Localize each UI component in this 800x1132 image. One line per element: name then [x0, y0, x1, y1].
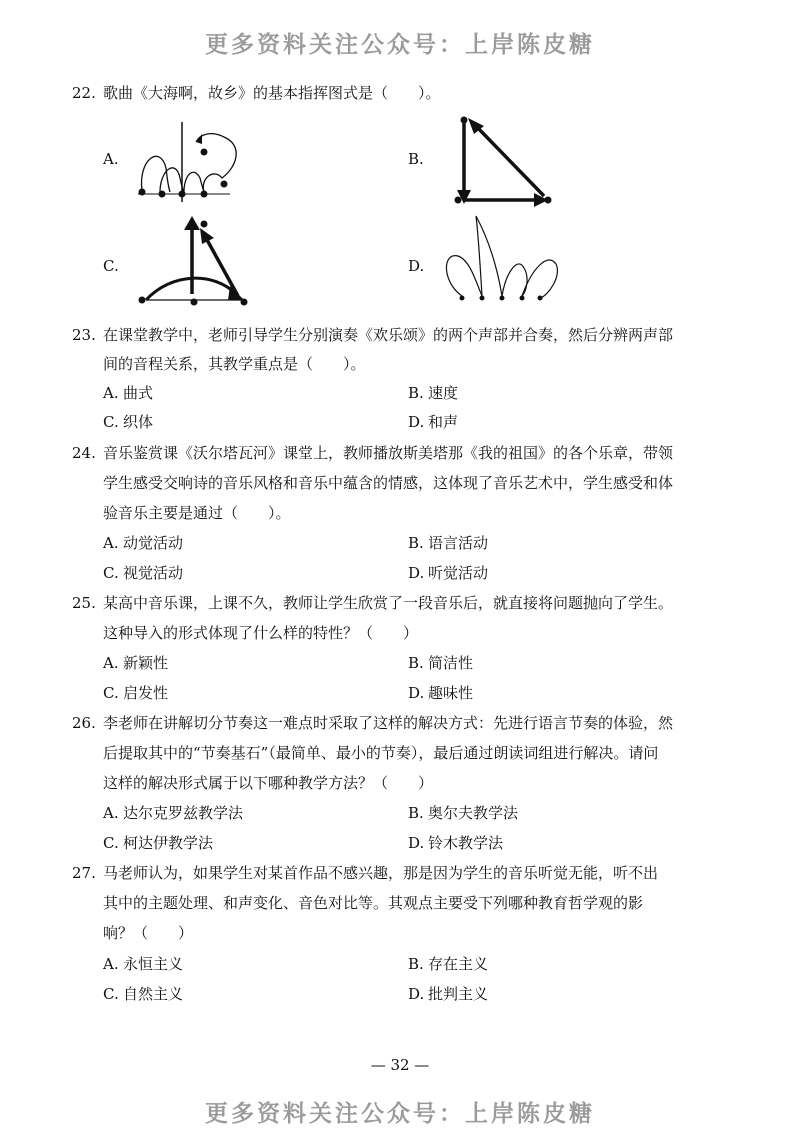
q26-option-a[interactable]: [103, 804, 243, 822]
q25-option-b[interactable]: [408, 654, 473, 672]
question-23-line-2: 间的音程关系，其教学重点是（ ）。: [103, 355, 366, 373]
question-25-line-1: 某高中音乐课，上课不久，教师让学生欣赏了一段音乐后，就直接将问题抛向了学生。: [103, 594, 674, 612]
option-text: 动觉活动: [123, 534, 184, 552]
option-text: 语言活动: [428, 534, 489, 552]
option-text: 视觉活动: [123, 564, 184, 582]
q24-option-c[interactable]: [103, 564, 183, 582]
q27-option-a[interactable]: [103, 955, 183, 973]
question-22-number: 22.: [72, 84, 96, 102]
option-letter: A.: [103, 384, 119, 402]
q22-diagram-b: [446, 112, 556, 212]
option-text: 批判主义: [428, 985, 489, 1003]
option-letter: C.: [103, 684, 119, 702]
watermark-top: 更多资料关注公众号：上岸陈皮糖: [205, 32, 595, 58]
question-23-number: 23.: [72, 326, 96, 344]
option-text: 听觉活动: [428, 564, 489, 582]
option-letter: C.: [103, 985, 119, 1003]
q24-option-a[interactable]: [103, 534, 183, 552]
question-27-line-1: 马老师认为，如果学生对某首作品不感兴趣，那是因为学生的音乐听觉无能，听不出: [103, 864, 659, 882]
q22-option-a-label: A.: [103, 150, 119, 168]
option-letter: A.: [103, 804, 119, 822]
option-letter: C.: [103, 834, 119, 852]
option-text: 新颖性: [123, 654, 169, 672]
q25-option-c[interactable]: [103, 684, 168, 702]
option-text: 永恒主义: [123, 955, 184, 973]
question-24-line-1: 音乐鉴赏课《沃尔塔瓦河》课堂上，教师播放斯美塔那《我的祖国》的各个乐章，带领: [103, 444, 674, 462]
question-25-line-2: 这种导入的形式体现了什么样的特性？（ ）: [103, 624, 419, 642]
q25-option-d[interactable]: [408, 684, 473, 702]
q26-option-d[interactable]: [408, 834, 503, 852]
question-26-line-1: 李老师在讲解切分节奏这一难点时采取了这样的解决方式：先进行语言节奏的体验，然: [103, 714, 674, 732]
q22-option-b-label: B.: [408, 150, 424, 168]
option-letter: B.: [408, 654, 424, 672]
option-letter: D.: [408, 985, 425, 1003]
q26-option-b[interactable]: [408, 804, 518, 822]
option-letter: A.: [103, 955, 119, 973]
option-letter: B.: [408, 384, 424, 402]
option-letter: C.: [103, 564, 119, 582]
option-text: 和声: [428, 413, 459, 431]
q27-option-b[interactable]: [408, 955, 488, 973]
q22-diagram-a: [130, 118, 250, 206]
option-text: 自然主义: [123, 985, 184, 1003]
option-text: 趣味性: [428, 684, 474, 702]
option-letter: B.: [408, 804, 424, 822]
question-24-line-3: 验音乐主要是通过（ ）。: [103, 504, 291, 522]
question-27-line-2: 其中的主题处理、和声变化、音色对比等。其观点主要受下列哪种教育哲学观的影: [103, 894, 644, 912]
option-letter: D.: [408, 413, 425, 431]
option-text: 铃木教学法: [428, 834, 504, 852]
question-24-line-2: 学生感受交响诗的音乐风格和音乐中蕴含的情感，这体现了音乐艺术中，学生感受和体: [103, 474, 674, 492]
q23-option-a[interactable]: [103, 384, 153, 402]
question-26-line-3: 这样的解决形式属于以下哪种教学方法？（ ）: [103, 774, 434, 792]
q23-option-d[interactable]: [408, 413, 458, 431]
question-25-number: 25.: [72, 594, 96, 612]
option-text: 启发性: [123, 684, 169, 702]
question-26-line-2: 后提取其中的“节奏基石”（最简单、最小的节奏），最后通过朗读词组进行解决。请问: [103, 744, 659, 762]
q24-option-b[interactable]: [408, 534, 488, 552]
option-letter: A.: [103, 534, 119, 552]
question-27-line-3: 响？（ ）: [103, 924, 194, 942]
q27-option-d[interactable]: [408, 985, 488, 1003]
option-text: 柯达伊教学法: [123, 834, 214, 852]
question-22-text: 歌曲《大海啊，故乡》的基本指挥图式是（ ）。: [103, 84, 441, 102]
option-letter: D.: [408, 684, 425, 702]
option-text: 曲式: [123, 384, 154, 402]
question-23-line-1: 在课堂教学中，老师引导学生分别演奏《欢乐颂》的两个声部并合奏，然后分辨两声部: [103, 326, 674, 344]
option-text: 奥尔夫教学法: [428, 804, 519, 822]
option-letter: B.: [408, 955, 424, 973]
option-letter: C.: [103, 413, 119, 431]
option-text: 织体: [123, 413, 154, 431]
q22-option-d-label: D.: [408, 257, 425, 275]
q27-option-c[interactable]: [103, 985, 183, 1003]
q23-option-c[interactable]: [103, 413, 153, 431]
q26-option-c[interactable]: [103, 834, 213, 852]
question-26-number: 26.: [72, 714, 96, 732]
q23-option-b[interactable]: [408, 384, 458, 402]
page-number: — 32 —: [370, 1056, 430, 1074]
q22-option-c-label: C.: [103, 257, 119, 275]
option-text: 达尔克罗兹教学法: [123, 804, 244, 822]
question-24-number: 24.: [72, 444, 96, 462]
q22-diagram-d: [436, 212, 566, 310]
q22-diagram-c: [132, 214, 262, 310]
q24-option-d[interactable]: [408, 564, 488, 582]
watermark-bottom: 更多资料关注公众号：上岸陈皮糖: [205, 1101, 595, 1127]
option-letter: D.: [408, 564, 425, 582]
option-letter: A.: [103, 654, 119, 672]
question-27-number: 27.: [72, 864, 96, 882]
option-letter: D.: [408, 834, 425, 852]
option-text: 速度: [428, 384, 459, 402]
option-text: 存在主义: [428, 955, 489, 973]
option-text: 简洁性: [428, 654, 474, 672]
q25-option-a[interactable]: [103, 654, 168, 672]
option-letter: B.: [408, 534, 424, 552]
